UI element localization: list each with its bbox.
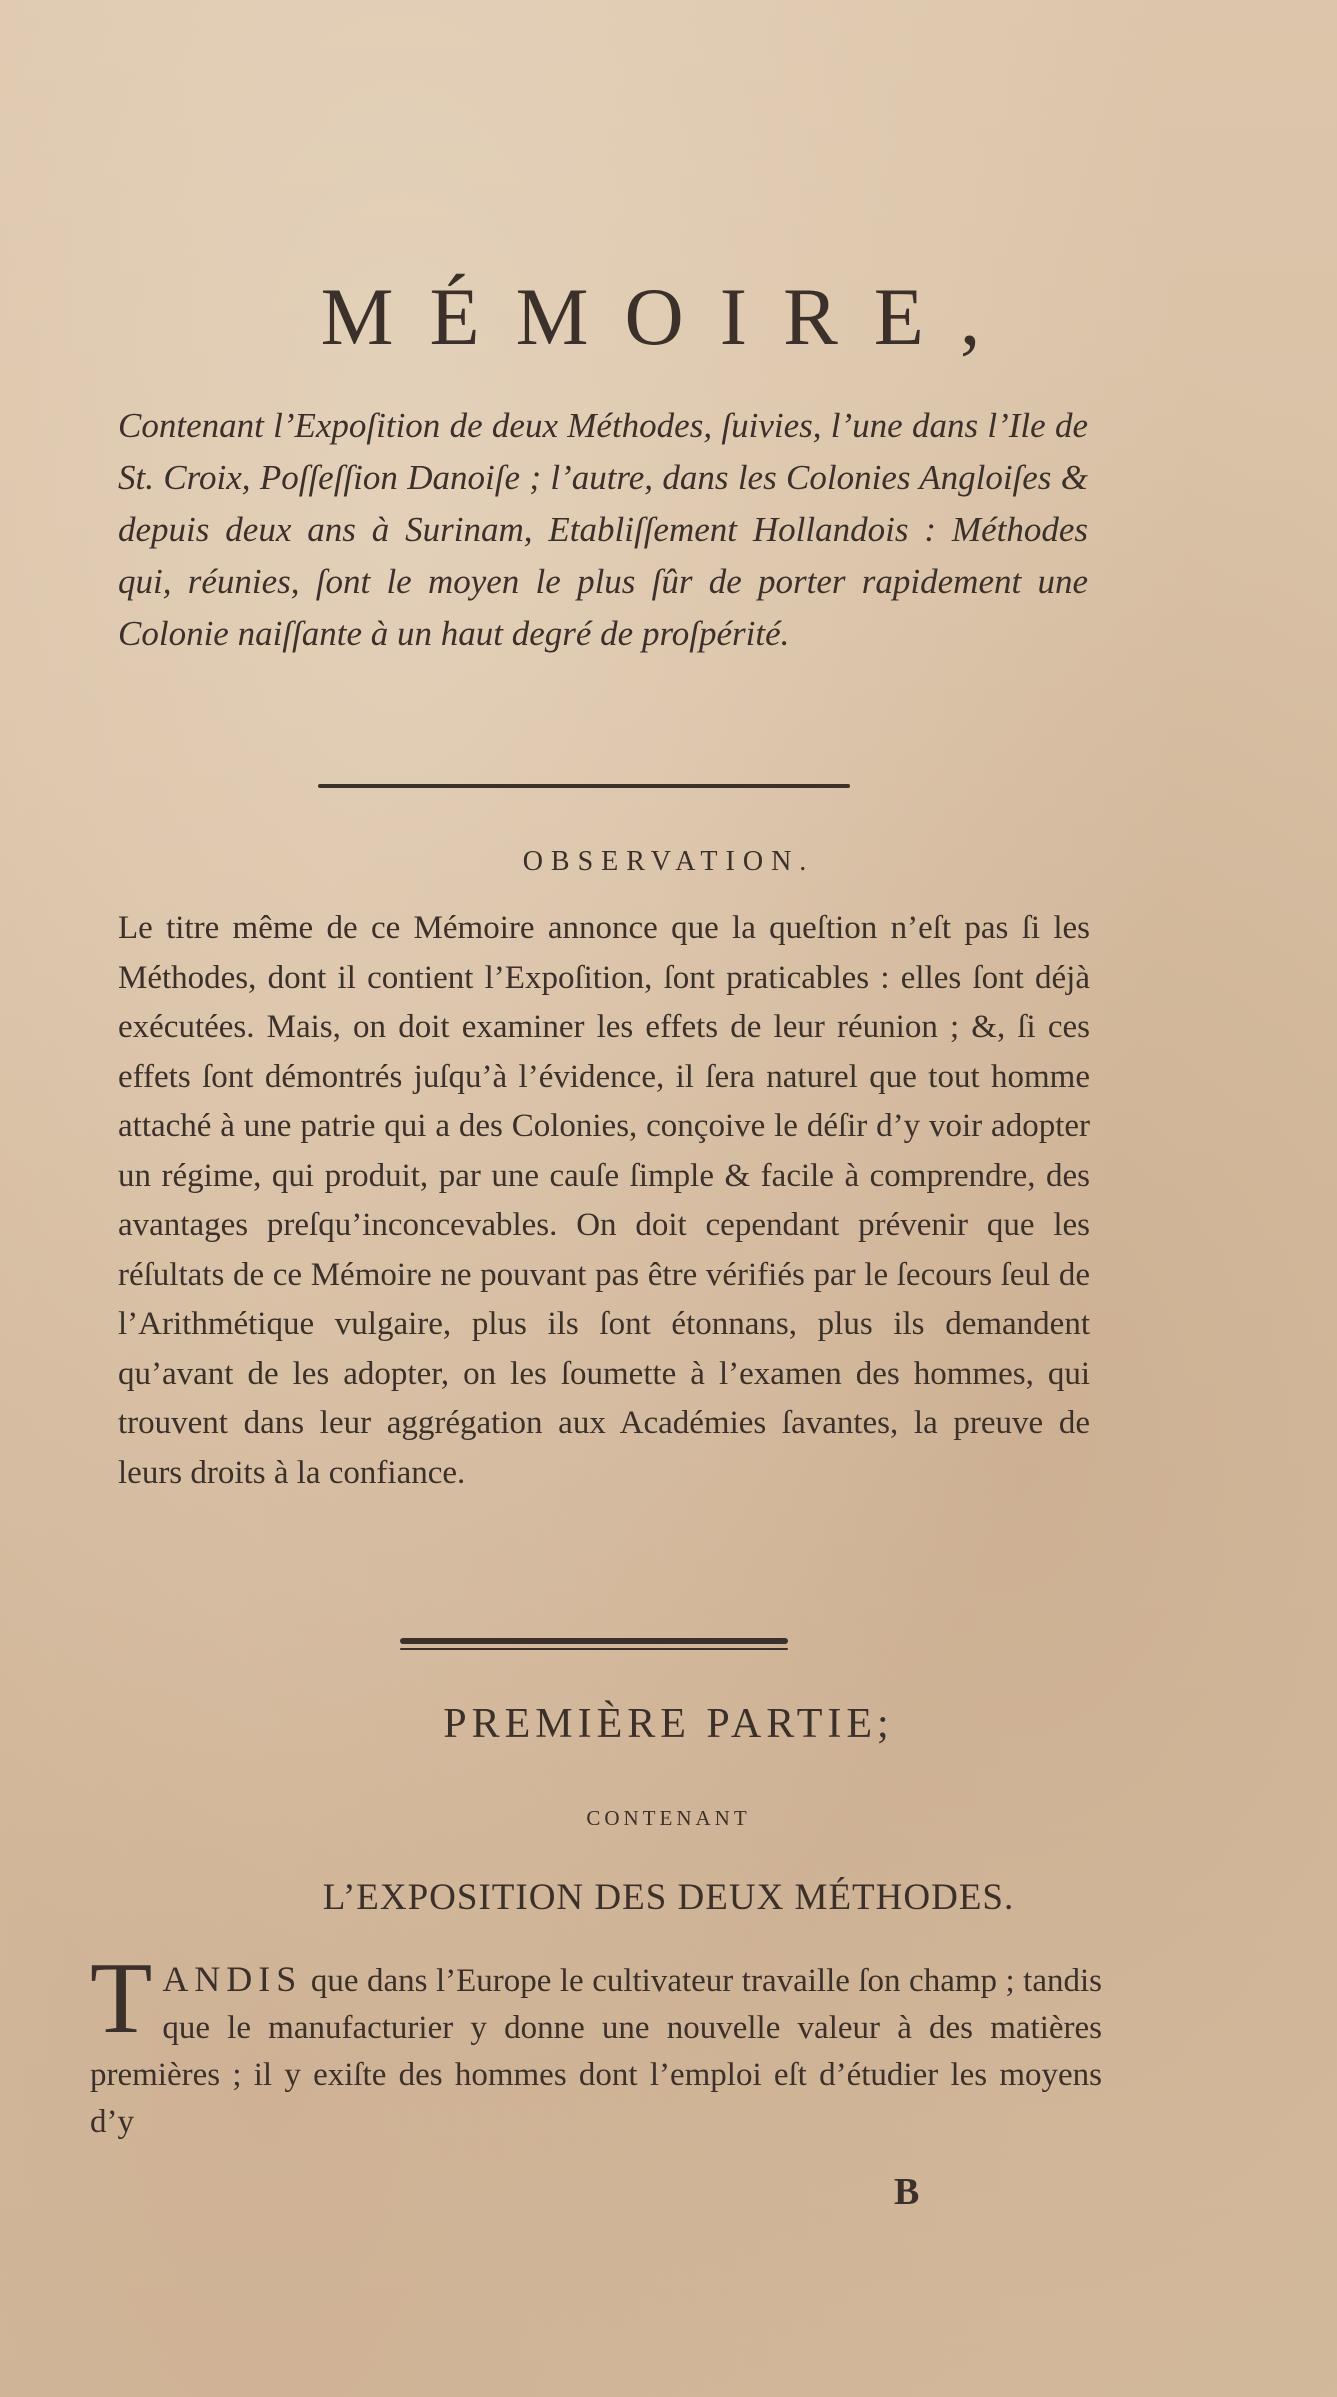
body-text-content: que dans l’Europe le cultivateur travaille ſon champ ; tandis que le manufacturier y donne une nouvelle valeur à des matières premières ; il y exiſte des hommes dont l’emploi eſt d’étudier les moyens d’y (90, 1963, 1102, 2140)
section-heading: L’EXPOSITION DES DEUX MÉTHODES. (322, 1877, 1015, 1918)
drop-cap: T (90, 1942, 153, 2055)
part-heading: PREMIÈRE PARTIE; (443, 1701, 894, 1747)
ornamental-rule-middle-thin (400, 1648, 788, 1650)
signature-mark: B (894, 2171, 920, 2213)
observation-body: Le titre même de ce Mémoire annonce que la queſtion n’eſt pas ſi les Méthodes, dont il contient l’Expoſition, ſont praticables : elles ſont déjà exécutées. Mais, on doit examiner les effets de leur réunion ; &, ſi ces effets ſont démontrés juſqu’à l’évidence, il ſera naturel que tout homme attaché à une patrie qui a des Colonies, conçoive le déſir d’y voir adopter un régime, qui produit, par une cauſe ſimple & facile à comprendre, des avantages preſqu’inconcevables. On doit cependant prévenir que les réſultats de ce Mémoire ne pouvant pas être vérifiés par le ſecours ſeul de l’Arithmétique vulgaire, plus ils ſont étonnans, plus ils demandent qu’avant de les adopter, on les ſoumette à l’examen des hommes, qui trouvent dans leur aggrégation aux Académies ſavantes, la preuve de leurs droits à la confiance. (118, 910, 1090, 1491)
page-title: MÉMOIRE, (320, 271, 1017, 362)
body-paragraph (90, 1942, 1102, 2146)
observation-heading: OBSERVATION. (522, 846, 815, 877)
ornamental-rule-top (318, 784, 850, 788)
lead-word: ANDIS (162, 1959, 303, 1999)
part-contenant: CONTENANT (586, 1806, 751, 1830)
ornamental-rule-middle (400, 1638, 788, 1644)
title-subtitle: Contenant l’Expoſition de deux Méthodes, ſuivies, l’une dans l’Ile de St. Croix, Poſſeſſion Danoiſe ; l’autre, dans les Colonies Angloiſes & depuis deux ans à Surinam, Etabliſſement Hollandois : Méthodes qui, réunies, ſont le moyen le plus ſûr de porter rapidement une Colonie naiſſante à un haut degré de proſpérité. (118, 406, 1088, 653)
